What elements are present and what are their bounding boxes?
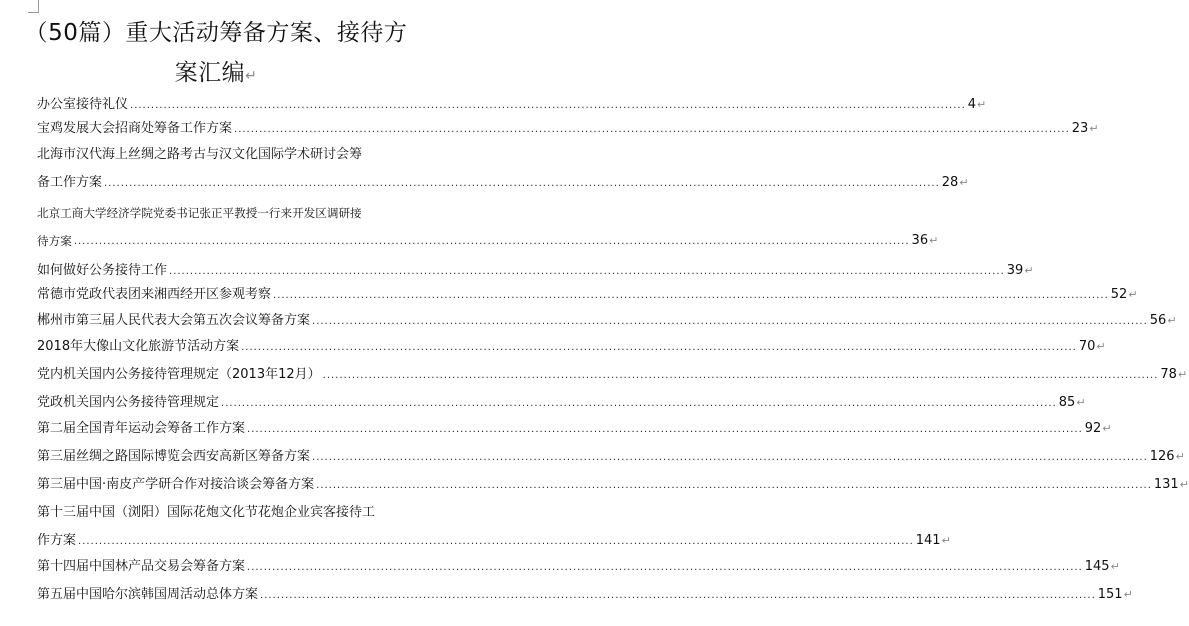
toc-entry-row xyxy=(37,532,951,550)
page-corner-mark xyxy=(28,0,39,13)
toc-leader-dots: ........................................................................................................................................................................................................ xyxy=(130,100,966,111)
toc-entry-label: 党内机关国内公务接待管理规定（2013年12月） xyxy=(37,367,321,382)
toc-leader-dots: ........................................................................................................................................................................................................ xyxy=(247,424,1083,435)
toc-entry-row xyxy=(37,286,1138,304)
toc-entry-row xyxy=(37,232,939,250)
toc-entry-label: 第三届丝绸之路国际博览会西安高新区筹备方案 xyxy=(37,449,311,464)
toc-entry[interactable] xyxy=(37,504,951,550)
toc-entry-title-line: 北京工商大学经济学院党委书记张正平教授一行来开发区调研接 xyxy=(37,206,362,220)
toc-entry[interactable] xyxy=(37,120,1099,138)
toc-entry-row xyxy=(37,366,1188,384)
toc-entry-label: 宝鸡发展大会招商处筹备工作方案 xyxy=(37,121,233,136)
toc-leader-dots: ........................................................................................................................................................................................................ xyxy=(273,290,1109,301)
toc-entry-row xyxy=(37,558,1120,576)
paragraph-mark-icon: ↵ xyxy=(1175,450,1185,463)
paragraph-mark-icon: ↵ xyxy=(941,534,951,547)
toc-entry-label: 办公室接待礼仪 xyxy=(37,97,129,112)
paragraph-mark-icon: ↵ xyxy=(1024,264,1034,277)
toc-entry[interactable] xyxy=(37,96,987,114)
toc-page-number: 36 xyxy=(911,233,929,248)
toc-entry-row xyxy=(37,476,1189,494)
toc-leader-dots: ........................................................................................................................................................................................................ xyxy=(322,370,1159,381)
paragraph-mark-icon: ↵ xyxy=(1123,588,1133,601)
toc-entry[interactable] xyxy=(37,476,1189,494)
toc-page-number: 23 xyxy=(1071,121,1089,136)
toc-entry-row xyxy=(37,120,1099,138)
toc-entry[interactable] xyxy=(37,204,939,250)
toc-entry[interactable] xyxy=(37,312,1177,330)
toc-page-number: 151 xyxy=(1097,587,1123,602)
paragraph-mark-icon: ↵ xyxy=(1089,122,1099,135)
toc-entry-label: 第五届中国哈尔滨韩国周活动总体方案 xyxy=(37,587,259,602)
toc-entry-label: 如何做好公务接待工作 xyxy=(37,263,168,278)
paragraph-mark-icon: ↵ xyxy=(1179,478,1189,491)
title-text-2: 案汇编 xyxy=(174,60,246,86)
toc-entry[interactable] xyxy=(37,394,1086,412)
toc-entry-row xyxy=(37,96,987,114)
toc-page-number: 4 xyxy=(967,97,977,112)
toc-entry-title-line: 第十三届中国（浏阳）国际花炮文化节花炮企业宾客接待工 xyxy=(37,505,376,520)
toc-entry-label: 常德市党政代表团来湘西经开区参观考察 xyxy=(37,287,272,302)
toc-entry-label: 党政机关国内公务接待管理规定 xyxy=(37,395,220,410)
toc-page-number: 56 xyxy=(1149,313,1167,328)
toc-entry[interactable] xyxy=(37,262,1034,280)
toc-entry-label: 作方案 xyxy=(37,533,77,548)
toc-entry-row xyxy=(37,420,1112,438)
toc-leader-dots: ........................................................................................................................................................................................................ xyxy=(73,236,910,247)
toc-leader-dots: ........................................................................................................................................................................................................ xyxy=(312,452,1148,463)
toc-entry-label: 郴州市第三届人民代表大会第五次会议筹备方案 xyxy=(37,313,311,328)
toc-entry[interactable] xyxy=(37,558,1120,576)
paragraph-mark-icon: ↵ xyxy=(1076,396,1086,409)
toc-entry[interactable] xyxy=(37,286,1138,304)
paragraph-mark-icon: ↵ xyxy=(1128,288,1138,301)
toc-leader-dots: ........................................................................................................................................................................................................ xyxy=(78,536,914,547)
toc-entry-row xyxy=(37,312,1177,330)
toc-page-number: 141 xyxy=(915,533,941,548)
toc-entry[interactable] xyxy=(37,448,1185,466)
toc-leader-dots: ........................................................................................................................................................................................................ xyxy=(169,266,1005,277)
paragraph-mark-icon: ↵ xyxy=(977,98,987,111)
toc-page-number: 39 xyxy=(1006,263,1024,278)
toc-entry-row xyxy=(37,338,1106,356)
toc-entry-title-line: 北海市汉代海上丝绸之路考古与汉文化国际学术研讨会筹 xyxy=(37,147,363,162)
toc-page-number: 85 xyxy=(1058,395,1076,410)
toc-page-number: 52 xyxy=(1110,287,1128,302)
toc-leader-dots: ........................................................................................................................................................................................................ xyxy=(247,562,1083,573)
toc-entry-label: 待方案 xyxy=(37,234,72,248)
title-text-1: （50篇）重大活动筹备方案、接待方 xyxy=(24,20,408,46)
toc-page-number: 28 xyxy=(941,175,959,190)
toc-entry[interactable] xyxy=(37,146,969,192)
toc-entry-label: 第十四届中国林产品交易会筹备方案 xyxy=(37,559,246,574)
toc-entry-row xyxy=(37,394,1086,412)
paragraph-mark-icon: ↵ xyxy=(245,68,258,84)
toc-page-number: 131 xyxy=(1153,477,1179,492)
toc-entry-row xyxy=(37,262,1034,280)
toc-entry[interactable] xyxy=(37,586,1133,604)
paragraph-mark-icon: ↵ xyxy=(1102,422,1112,435)
toc-leader-dots: ........................................................................................................................................................................................................ xyxy=(316,480,1152,491)
toc-page-number: 126 xyxy=(1149,449,1175,464)
toc-page-number: 92 xyxy=(1084,421,1102,436)
toc-page-number: 78 xyxy=(1160,367,1177,382)
toc-entry-label: 2018年大像山文化旅游节活动方案 xyxy=(37,339,240,354)
paragraph-mark-icon: ↵ xyxy=(1096,340,1106,353)
toc-entry[interactable] xyxy=(37,338,1106,356)
toc-entry[interactable] xyxy=(37,366,1188,384)
toc-entry[interactable] xyxy=(37,420,1112,438)
toc-page-number: 70 xyxy=(1078,339,1096,354)
toc-page-number: 145 xyxy=(1084,559,1110,574)
toc-entry-label: 备工作方案 xyxy=(37,175,103,190)
toc-entry-label: 第二届全国青年运动会筹备工作方案 xyxy=(37,421,246,436)
toc-entry-row xyxy=(37,174,969,192)
toc-entry-label: 第三届中国·南皮产学研合作对接洽谈会筹备方案 xyxy=(37,477,315,492)
paragraph-mark-icon: ↵ xyxy=(1177,368,1188,381)
paragraph-mark-icon: ↵ xyxy=(1167,314,1177,327)
toc-entry-row xyxy=(37,448,1185,466)
toc-leader-dots: ........................................................................................................................................................................................................ xyxy=(234,124,1070,135)
toc-entry-row xyxy=(37,586,1133,604)
paragraph-mark-icon: ↵ xyxy=(959,176,969,189)
toc-leader-dots: ........................................................................................................................................................................................................ xyxy=(221,398,1057,409)
paragraph-mark-icon: ↵ xyxy=(929,234,939,247)
toc-leader-dots: ........................................................................................................................................................................................................ xyxy=(104,178,940,189)
toc-leader-dots: ........................................................................................................................................................................................................ xyxy=(241,342,1077,353)
document-title-line-1 xyxy=(0,18,432,48)
toc-leader-dots: ........................................................................................................................................................................................................ xyxy=(260,590,1096,601)
document-title-line-2 xyxy=(0,58,432,91)
toc-leader-dots: ........................................................................................................................................................................................................ xyxy=(312,316,1148,327)
paragraph-mark-icon: ↵ xyxy=(1110,560,1120,573)
